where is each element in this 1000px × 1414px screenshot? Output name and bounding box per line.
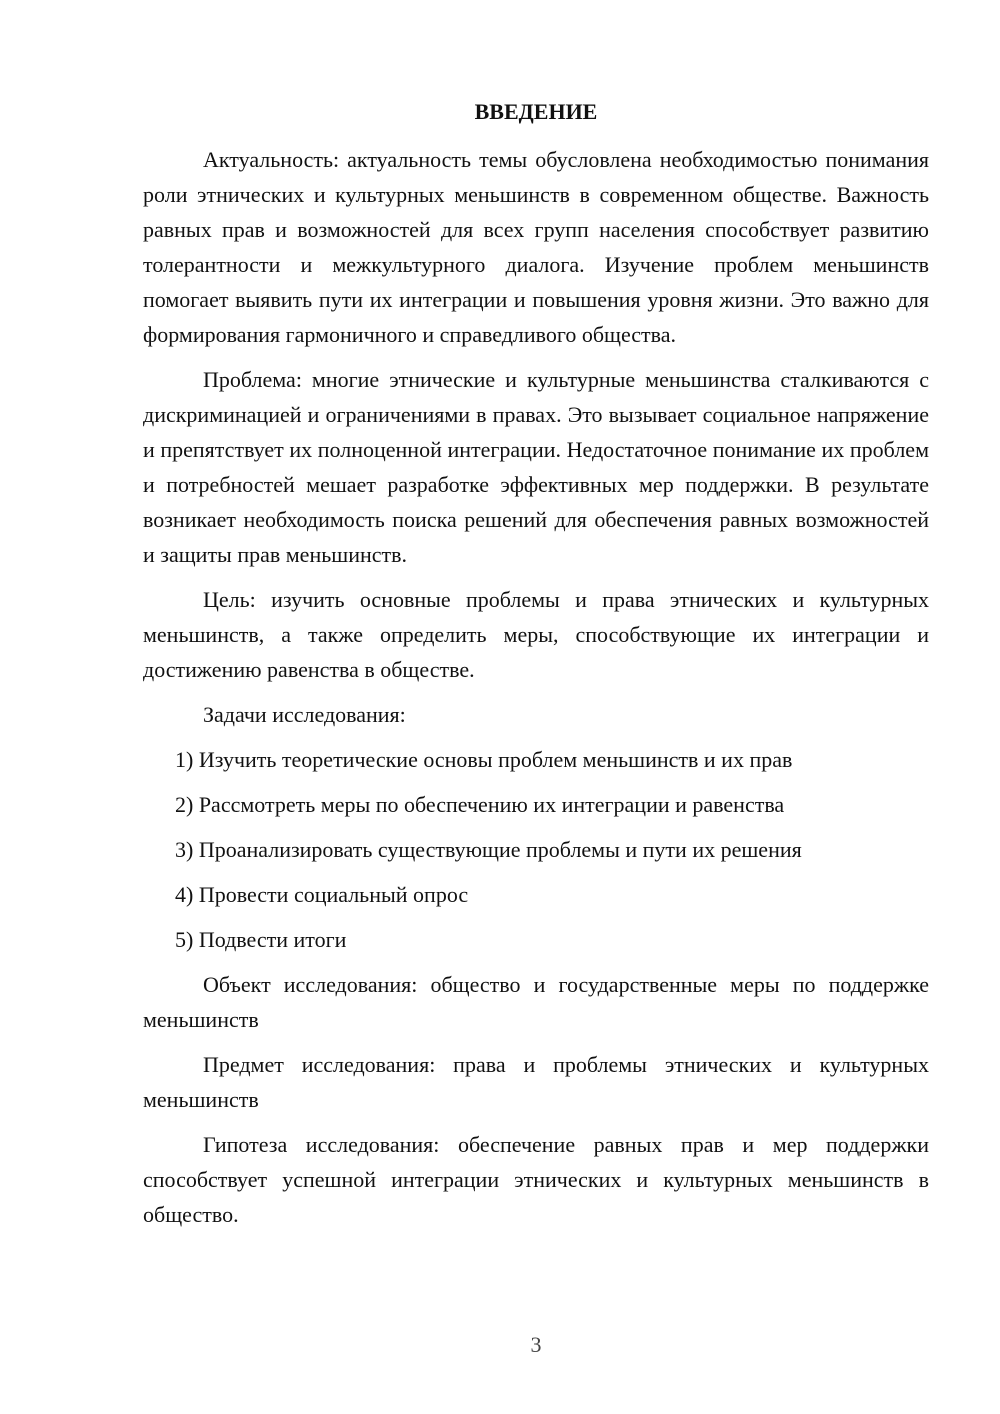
subject-paragraph: Предмет исследования: права и проблемы этнических и культурных меньшинств [143, 1052, 929, 1112]
document-body [143, 142, 929, 1242]
section-title: ВВЕДЕНИЕ [474, 99, 598, 124]
goal-paragraph: Цель: изучить основные проблемы и права этнических и культурных меньшинств, а также определить меры, способствующие их интеграции и достижению равенства в обществе. [143, 587, 929, 682]
task-item: 2) Рассмотреть меры по обеспечению их интеграции и равенства [175, 792, 785, 817]
task-item: 1) Изучить теоретические основы проблем меньшинств и их прав [175, 747, 793, 772]
tasks-list [143, 742, 929, 957]
problem-paragraph: Проблема: многие этнические и культурные меньшинства сталкиваются с дискриминацией и ограничениями в правах. Это вызывает социальное напряжение и препятствует их полноценной интеграции. Недостаточное понимание их проблем и потребностей мешает разработке эффективных мер поддержки. В результате возникает необходимость поиска решений для обеспечения равных возможностей и защиты прав меньшинств. [143, 367, 929, 567]
relevance-paragraph: Актуальность: актуальность темы обусловлена необходимостью понимания роли этнических и культурных меньшинств в современном обществе. Важность равных прав и возможностей для всех групп населения способствует развитию толерантности и межкультурного диалога. Изучение проблем меньшинств помогает выявить пути их интеграции и повышения уровня жизни. Это важно для формирования гармоничного и справедливого общества. [143, 147, 929, 347]
page-number: 3 [530, 1332, 542, 1357]
hypothesis-paragraph: Гипотеза исследования: обеспечение равных прав и мер поддержки способствует успешной интеграции этнических и культурных меньшинств в общество. [143, 1132, 929, 1227]
task-item: 3) Проанализировать существующие проблемы и пути их решения [175, 837, 802, 862]
task-item: 5) Подвести итоги [175, 927, 347, 952]
tasks-heading: Задачи исследования: [203, 702, 406, 727]
object-paragraph: Объект исследования: общество и государственные меры по поддержке меньшинств [143, 972, 929, 1032]
task-item: 4) Провести социальный опрос [175, 882, 469, 907]
